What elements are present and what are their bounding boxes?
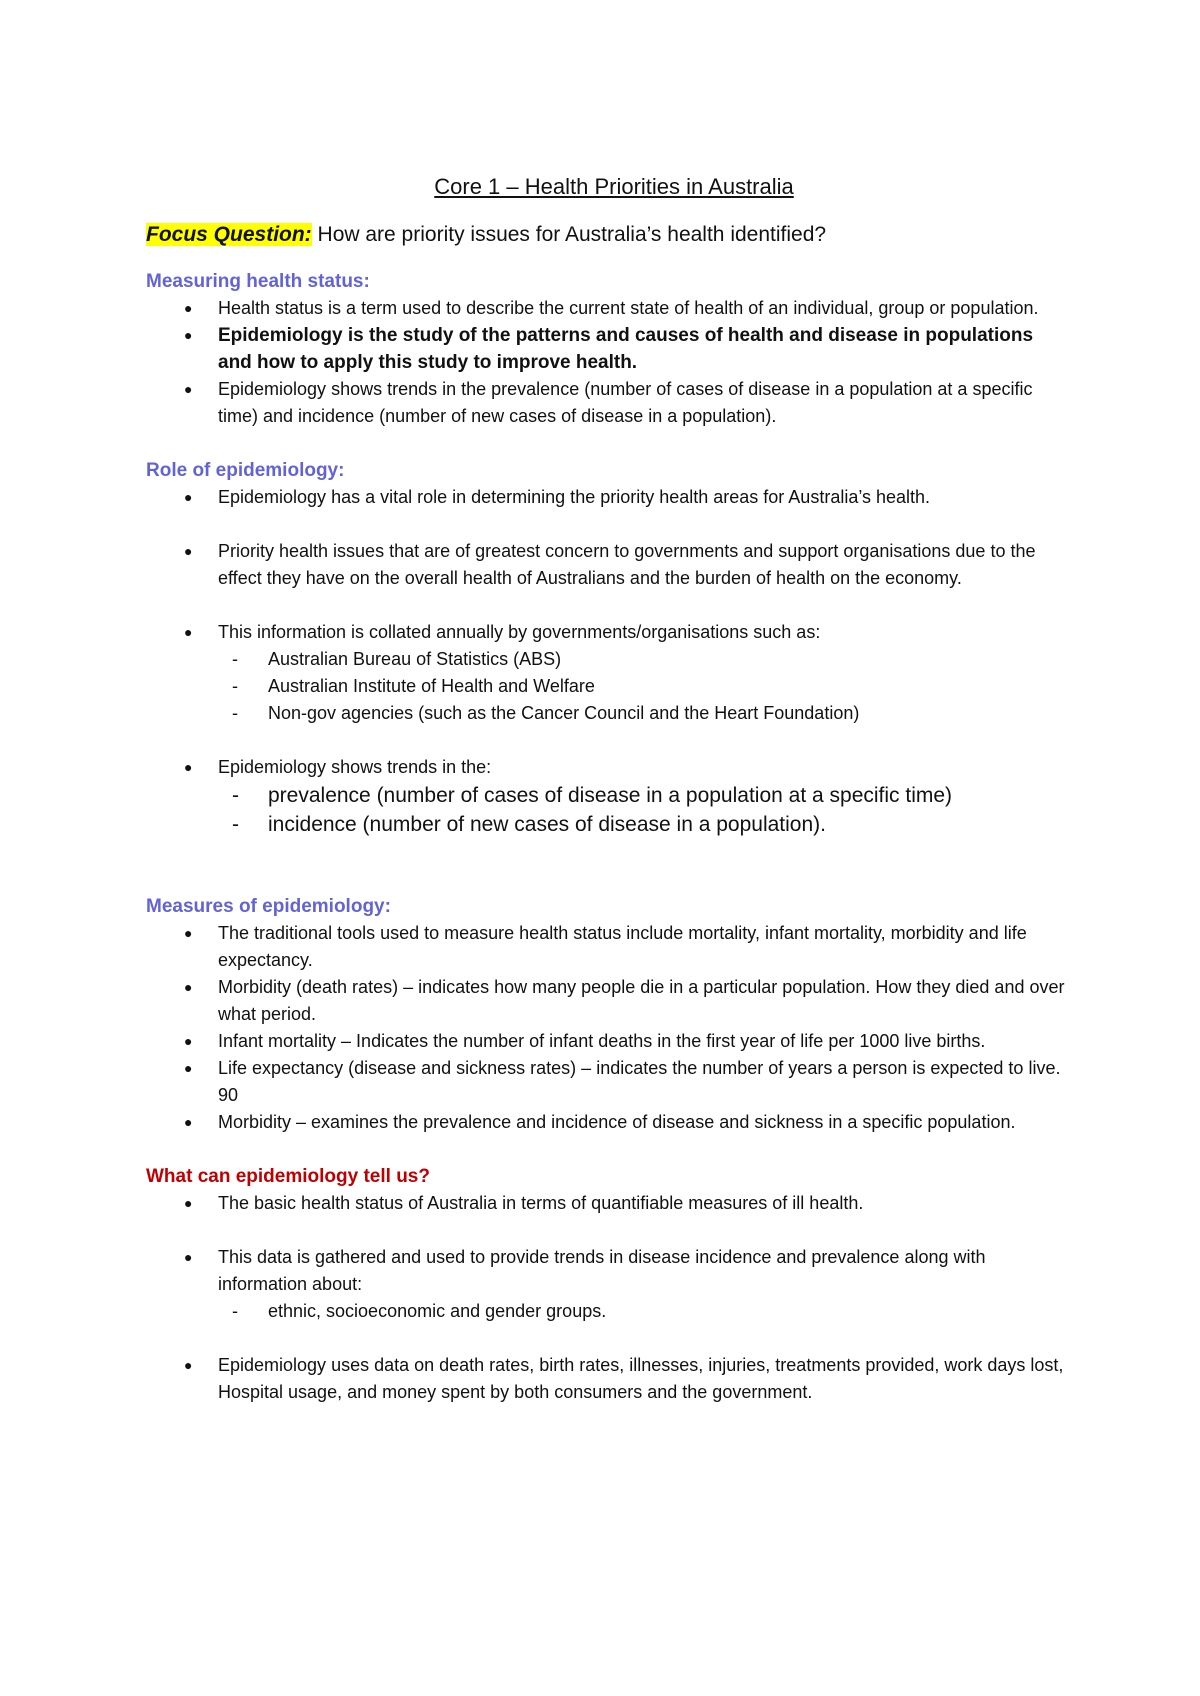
list-item	[146, 1055, 1066, 1109]
bullet-icon: ●	[184, 543, 193, 559]
bullet-list	[146, 920, 1066, 1136]
dash-list	[218, 646, 1066, 727]
section-what-can-epidemiology-tell-us	[146, 1163, 1066, 1406]
list-item	[146, 538, 1066, 592]
list-item-text: The basic health status of Australia in terms of quantifiable measures of ill health.	[218, 1193, 864, 1213]
list-item	[146, 1190, 1066, 1217]
section-heading: Role of epidemiology:	[146, 460, 345, 481]
list-item	[146, 376, 1066, 430]
page-title: Core 1 – Health Priorities in Australia	[434, 174, 794, 199]
bullet-icon: ●	[184, 1060, 193, 1076]
dash-icon: -	[232, 1301, 238, 1321]
bullet-icon: ●	[184, 300, 193, 316]
focus-question-text: How are priority issues for Australia’s health identified?	[311, 223, 827, 246]
list-item-text: Infant mortality – Indicates the number of infant deaths in the first year of life per 1000 live births.	[218, 1031, 986, 1051]
bullet-icon: ●	[184, 489, 193, 505]
bullet-icon: ●	[184, 979, 193, 995]
list-item	[146, 484, 1066, 511]
list-item	[146, 920, 1066, 974]
bullet-icon: ●	[184, 1114, 193, 1130]
list-item-text: Life expectancy (disease and sickness rates) – indicates the number of years a person is expected to live. 90	[218, 1058, 1061, 1105]
focus-question-label: Focus Question:	[146, 223, 312, 246]
list-item	[146, 295, 1066, 322]
bullet-icon: ●	[184, 1357, 193, 1373]
list-item-text: Health status is a term used to describe the current state of health of an individual, group or population.	[218, 298, 1039, 318]
spacer	[146, 866, 1066, 893]
list-item	[218, 781, 1066, 810]
list-item	[218, 673, 1066, 700]
dash-list	[218, 1298, 1066, 1325]
list-item	[218, 1298, 1066, 1325]
bullet-icon: ●	[184, 1195, 193, 1211]
list-item-text: incidence (number of new cases of disease in a population).	[268, 813, 826, 836]
bullet-icon: ●	[184, 925, 193, 941]
list-item	[146, 974, 1066, 1028]
dash-icon: -	[232, 813, 239, 836]
list-item-text: Epidemiology shows trends in the:	[218, 757, 492, 777]
dash-icon: -	[232, 784, 239, 807]
section-measuring-health-status	[146, 268, 1066, 430]
list-item-text: This information is collated annually by governments/organisations such as:	[218, 622, 821, 642]
list-item-text: Priority health issues that are of greatest concern to governments and support organisations due to the effect they have on the overall health of Australians and the burden of health on the economy.	[218, 541, 1036, 588]
dash-list	[218, 781, 1066, 839]
bullet-list	[146, 1190, 1066, 1406]
bullet-list	[146, 295, 1066, 430]
list-item	[218, 646, 1066, 673]
list-item-text: This data is gathered and used to provide trends in disease incidence and prevalence along with information about:	[218, 1247, 986, 1294]
list-item	[146, 754, 1066, 839]
bullet-icon: ●	[184, 759, 193, 775]
list-item-text: Morbidity – examines the prevalence and incidence of disease and sickness in a specific population.	[218, 1112, 1016, 1132]
list-item-text: Epidemiology uses data on death rates, birth rates, illnesses, injuries, treatments provided, work days lost, Hospital usage, and money spent by both consumers and the government.	[218, 1355, 1064, 1402]
list-item	[146, 1109, 1066, 1136]
list-item	[218, 810, 1066, 839]
bullet-icon: ●	[184, 624, 193, 640]
dash-icon: -	[232, 649, 238, 669]
list-item-text: Australian Bureau of Statistics (ABS)	[268, 649, 562, 669]
list-item-text: Epidemiology is the study of the patterns and causes of health and disease in populations and how to apply this study to improve health.	[218, 325, 1034, 373]
bullet-icon: ●	[184, 1033, 193, 1049]
list-item-text: ethnic, socioeconomic and gender groups.	[268, 1301, 607, 1321]
bullet-list	[146, 484, 1066, 839]
list-item	[146, 322, 1066, 376]
list-item-text: Morbidity (death rates) – indicates how many people die in a particular population. How they died and over what period.	[218, 977, 1065, 1024]
dash-icon: -	[232, 676, 238, 696]
list-item-text: Epidemiology shows trends in the prevalence (number of cases of disease in a population at a specific time) and incidence (number of new cases of disease in a population).	[218, 379, 1033, 426]
section-heading: Measuring health status:	[146, 271, 370, 292]
list-item-text: prevalence (number of cases of disease in a population at a specific time)	[268, 784, 953, 807]
list-item	[146, 1244, 1066, 1325]
list-item-text: Epidemiology has a vital role in determining the priority health areas for Australia’s health.	[218, 487, 931, 507]
document-content	[146, 172, 1066, 1433]
list-item	[146, 1028, 1066, 1055]
list-item	[146, 1352, 1066, 1406]
list-item-text: The traditional tools used to measure health status include mortality, infant mortality, morbidity and life expectancy.	[218, 923, 1027, 970]
section-measures-of-epidemiology	[146, 893, 1066, 1136]
list-item	[218, 700, 1066, 727]
dash-icon: -	[232, 703, 238, 723]
bullet-icon: ●	[184, 327, 193, 343]
list-item	[146, 619, 1066, 727]
bullet-icon: ●	[184, 1249, 193, 1265]
section-role-of-epidemiology	[146, 457, 1066, 839]
section-heading: What can epidemiology tell us?	[146, 1166, 430, 1187]
section-heading: Measures of epidemiology:	[146, 896, 391, 917]
list-item-text: Non-gov agencies (such as the Cancer Council and the Heart Foundation)	[268, 703, 860, 723]
list-item-text: Australian Institute of Health and Welfare	[268, 676, 595, 696]
focus-question	[146, 220, 1066, 250]
bullet-icon: ●	[184, 381, 193, 397]
